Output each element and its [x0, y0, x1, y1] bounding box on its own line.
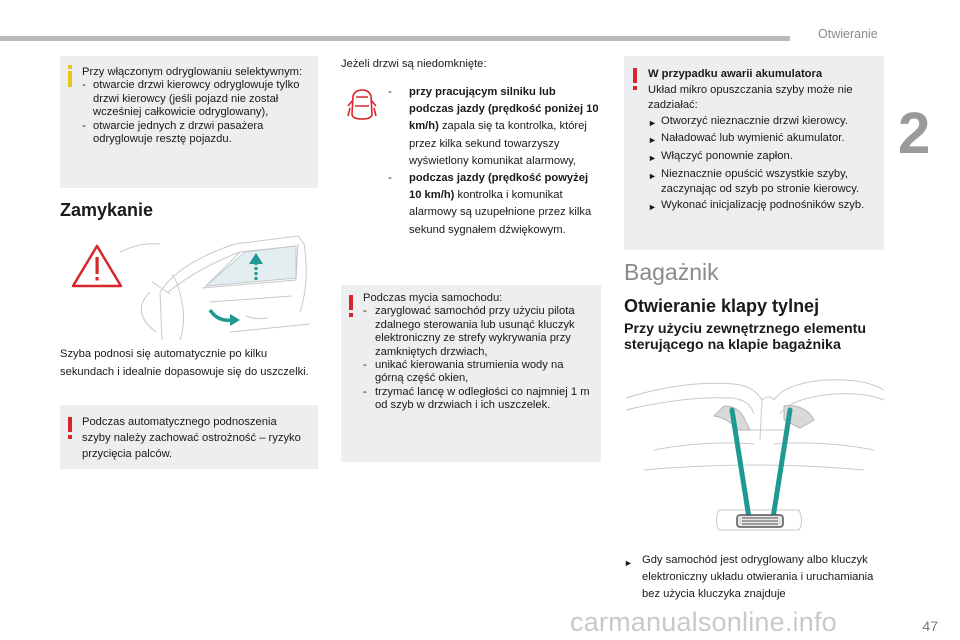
caution-box-finger [60, 405, 318, 469]
closing-paragraph: Szyba podnosi się automatycznie po kilku sekundach i idealnie dopasowuje się do uszczelki. [60, 348, 309, 378]
page-number: 47 [922, 618, 938, 634]
info-box-selective-unlocking [60, 56, 318, 188]
triangle-bullet-icon: ► [624, 558, 633, 568]
header-rule [0, 36, 790, 41]
list-item: - podczas jazdy (prędkość powyżej 10 km/h) kontrolka i komunikat alarmowy są uzupełnione przez kilka sekund sygnałem dźwiękowym. [388, 172, 592, 236]
list-item: - unikać kierowania strumienia wody na górną część okien, [363, 359, 564, 385]
triangle-bullet-icon: ► [648, 135, 657, 146]
battery-intro: Układ mikro opuszczania szyby może nie zadziałać: [648, 83, 853, 112]
window-closing-illustration [60, 222, 318, 340]
car-rear-drawing [626, 380, 884, 530]
wash-intro: Podczas mycia samochodu: [363, 292, 503, 304]
list-item: ► Włączyć ponownie zapłon. [648, 149, 874, 167]
list-item: - zaryglować samochód przy użyciu pilota zdalnego sterowania lub usunąć kluczyk elektroniczny ze strefy wykrywania przy zamkniętych drzwiach, [363, 305, 575, 358]
trunk-steps [624, 552, 884, 603]
alert-icon [632, 68, 638, 90]
alert-icon [348, 295, 354, 317]
info-intro: Przy włączonym odryglowaniu selektywnym: [82, 66, 303, 78]
battery-title: W przypadku awarii akumulatora [648, 68, 823, 80]
list-item: - otwarcie drzwi kierowcy odryglowuje tylko drzwi kierowcy (jeśli pojazd nie został wcześniej całkowicie odryglowany), [82, 79, 300, 119]
triangle-bullet-icon: ► [648, 201, 657, 212]
triangle-bullet-icon: ► [648, 170, 657, 181]
triangle-bullet-icon: ► [648, 152, 657, 163]
heading-external-control: Przy użyciu zewnętrznego elementu sterującego na klapie bagażnika [624, 321, 867, 353]
tailgate-handle-illustration [624, 370, 886, 538]
triangle-bullet-icon: ► [648, 117, 657, 128]
list-item: ► Otworzyć nieznacznie drzwi kierowcy. [648, 114, 874, 132]
tailgate-handle-icon [737, 515, 783, 527]
door-open-intro: Jeżeli drzwi są niedomknięte: [341, 58, 487, 70]
list-item: ► Nieznacznie opuścić wszystkie szyby, zaczynając od szyb po stronie kierowcy. [648, 167, 874, 198]
list-item: ► Wykonać inicjalizację podnośników szyb. [648, 198, 874, 216]
door-open-list [371, 84, 599, 239]
chapter-number: 2 [898, 101, 931, 166]
heading-trunk: Bagażnik [624, 259, 719, 285]
heading-opening-tailgate: Otwieranie klapy tylnej [624, 296, 820, 316]
caution-box-battery [624, 56, 884, 250]
info-list [82, 79, 306, 146]
list-item: - trzymać lancę w odległości co najmniej 1 m od szyb w drzwiach i ich uszczelek. [363, 385, 590, 412]
list-item: - otwarcie jednych z drzwi pasażera odryglowuje resztę pojazdu. [82, 119, 264, 146]
watermark: carmanualsonline.info [570, 607, 837, 637]
wash-list [363, 305, 591, 412]
battery-steps [648, 114, 874, 216]
warning-triangle-icon [73, 246, 121, 286]
caution-text: Podczas automatycznego podnoszenia szyby należy zachować ostrożność – ryzyko przycięcia palców. [82, 416, 301, 460]
section-title: Otwieranie [818, 27, 878, 41]
door-handle-arrow-icon [210, 310, 240, 326]
list-item: ► Naładować lub wymienić akumulator. [648, 131, 874, 149]
caution-box-washing [341, 285, 601, 462]
heading-closing: Zamykanie [60, 200, 154, 220]
list-item: - przy pracującym silniku lub podczas jazdy (prędkość poniżej 10 km/h) zapala się ta kontrolka, której przez kilka sekund towarzyszy wyświetlony komunikat alarmowy, [388, 86, 599, 167]
list-item: ► Gdy samochód jest odryglowany albo kluczyk elektroniczny układu otwierania i uruchamiania bez użycia kluczyka znajduje [624, 552, 884, 603]
alert-icon [67, 417, 73, 439]
info-icon [67, 65, 73, 87]
